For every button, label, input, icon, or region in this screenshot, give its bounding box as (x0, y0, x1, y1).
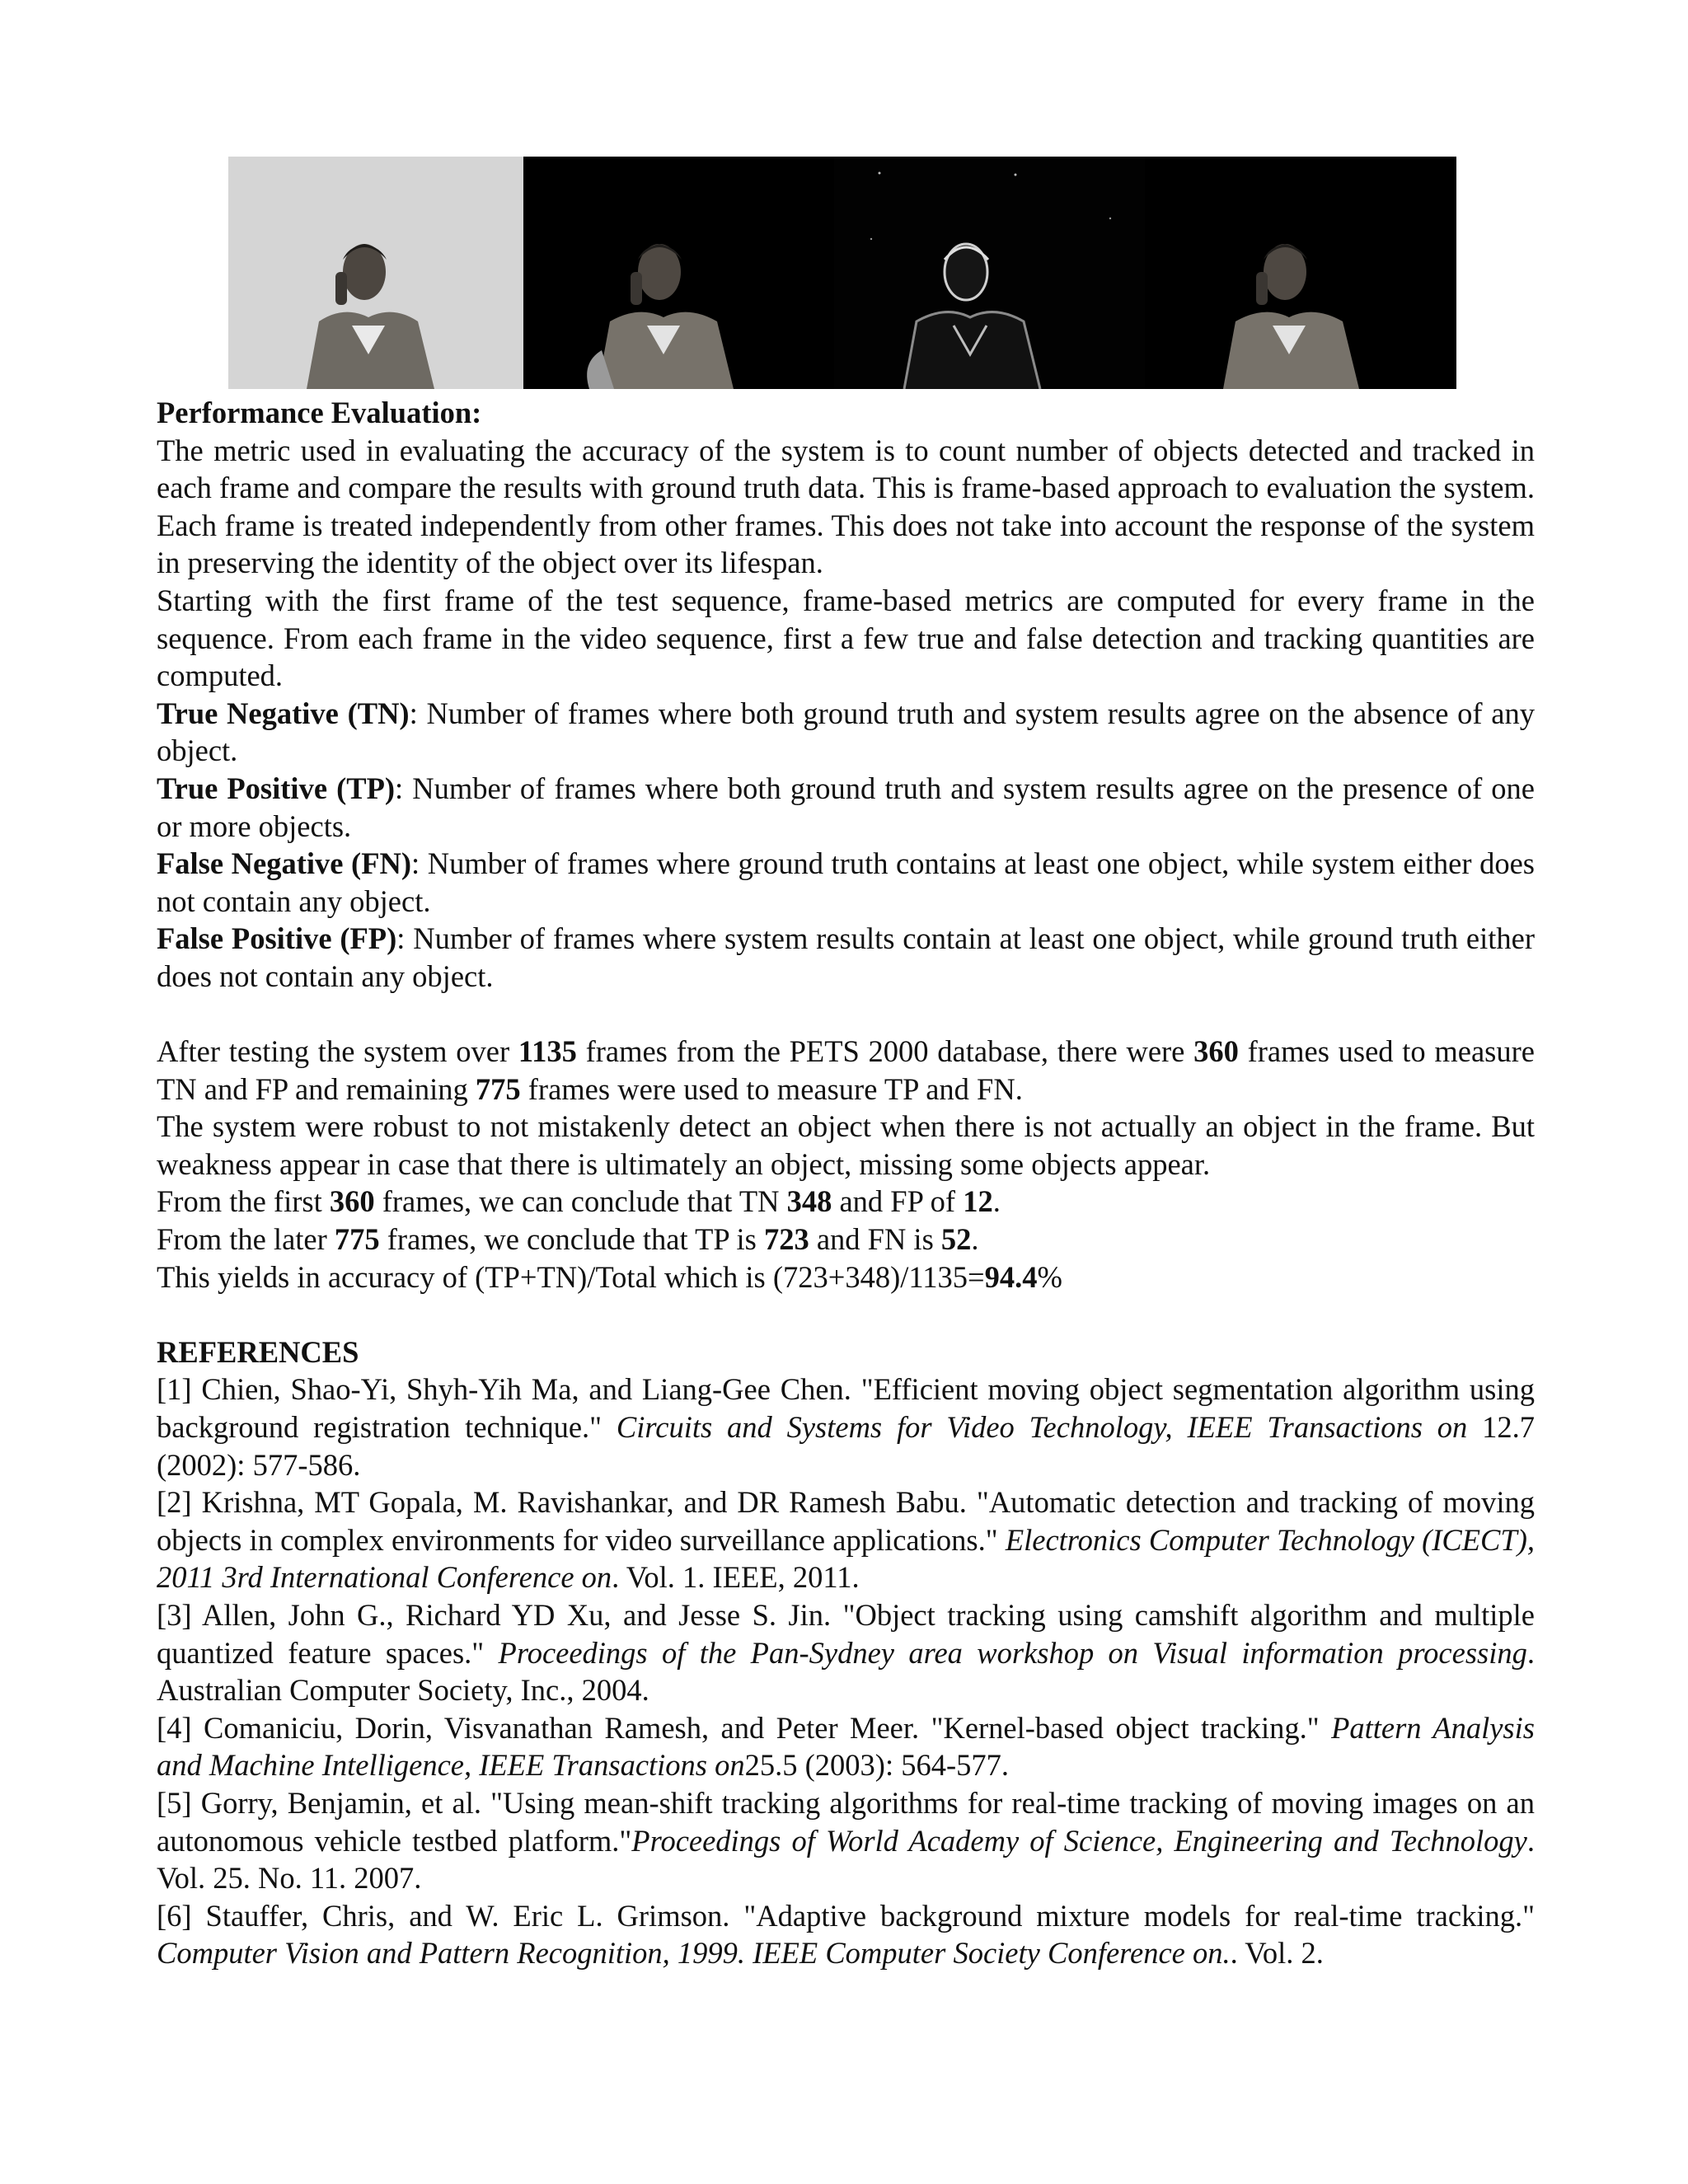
definition-fp (157, 920, 1535, 995)
paragraph-testing: After testing the system over 1135 frames from the PETS 2000 database, there were 360 frames used to measure TN and FP and remaining 775 frames were used to measure TP and FN. (157, 1034, 1535, 1106)
definition-fn (157, 845, 1535, 920)
references-title: REFERENCES (157, 1334, 359, 1369)
definition-tp (157, 770, 1535, 845)
paragraph-robustness: The system were robust to not mistakenly detect an object when there is not actually an object in the frame. But weakness appear in case that there is ultimately an object, missing some objects appear. (157, 1109, 1535, 1181)
definition-fp-text: : Number of frames where system results contain at least one object, while ground truth either does not contain any object. (157, 921, 1535, 993)
result-accuracy: This yields in accuracy of (TP+TN)/Total which is (723+348)/1135=94.4% (157, 1259, 1062, 1294)
accuracy-value: 94.4 (984, 1259, 1038, 1294)
paragraph-metric: The metric used in evaluating the accuracy of the system is to count number of objects detected and tracked in each frame and compare the results with ground truth data. This is frame-based approach to evaluation the system. Each frame is treated independently from other frames. This does not take into account the response of the system in preserving the identity of the object over its lifespan. (157, 433, 1535, 580)
reference-item: [3] Allen, John G., Richard YD Xu, and Jesse S. Jin. "Object tracking using camshift algorithm and multiple quantized feature spaces." Proceedings of the Pan-Sydney area workshop on Visual information processing. Australian Computer Society, Inc., 2004. (157, 1598, 1535, 1708)
later-frames: 775 (475, 1071, 521, 1106)
paragraph-frame-based: Starting with the first frame of the test sequence, frame-based metrics are computed for every frame in the sequence. From each frame in the video sequence, first a few true and false detection and tracking quantities are computed. (157, 583, 1535, 693)
segmented-object-frame-image (1145, 157, 1456, 389)
result-tp-fn: From the later 775 frames, we conclude that TP is 723 and FN is 52. (157, 1222, 979, 1257)
original-frame-image (228, 157, 523, 389)
reference-item: [2] Krishna, MT Gopala, M. Ravishankar, and DR Ramesh Babu. "Automatic detection and tracking of moving objects in complex environments for video surveillance applications." Electronics Computer Technology (ICECT), 2011 3rd International Conference on. Vol. 1. IEEE, 2011. (157, 1485, 1535, 1595)
definition-fn-text: : Number of frames where ground truth contains at least one object, while system either does not contain any object. (157, 846, 1535, 918)
edge-frame-image (834, 157, 1145, 389)
result-tn-fp: From the first 360 frames, we can conclude that TN 348 and FP of 12. (157, 1184, 1001, 1219)
figure-strip (228, 157, 1466, 389)
term-tn: True Negative (TN) (157, 696, 410, 730)
reference-item: [1] Chien, Shao-Yi, Shyh-Yih Ma, and Liang-Gee Chen. "Efficient moving object segmentation algorithm using background registration technique." Circuits and Systems for Video Technology, IEEE Transactions on 12.7 (2002): 577-586. (157, 1372, 1535, 1482)
background-subtracted-frame-image (523, 157, 834, 389)
page-content (157, 394, 1535, 1972)
term-tp: True Positive (TP) (157, 771, 396, 805)
fn-value: 52 (940, 1222, 972, 1257)
first-frames: 360 (1193, 1034, 1239, 1069)
definition-tp-text: : Number of frames where both ground truth and system results agree on the presence of one or more objects. (157, 771, 1535, 843)
reference-item: [4] Comaniciu, Dorin, Visvanathan Ramesh, and Peter Meer. "Kernel-based object tracking." Pattern Analysis and Machine Intelligence, IEEE Transactions on25.5 (2003): 564-577. (157, 1710, 1535, 1783)
definition-tn (157, 695, 1535, 770)
reference-item: [5] Gorry, Benjamin, et al. "Using mean-shift tracking algorithms for real-time tracking of moving images on an autonomous vehicle testbed platform."Proceedings of World Academy of Science, Engineering and Technology. Vol. 25. No. 11. 2007. (157, 1785, 1535, 1896)
fp-value: 12 (963, 1184, 993, 1219)
total-frames: 1135 (518, 1034, 577, 1069)
reference-item: [6] Stauffer, Chris, and W. Eric L. Grimson. "Adaptive background mixture models for real-time tracking." Computer Vision and Pattern Recognition, 1999. IEEE Computer Society Conference on.. Vol. 2. (157, 1898, 1535, 1971)
term-fn: False Negative (FN) (157, 846, 412, 881)
term-fp: False Positive (FP) (157, 921, 397, 956)
definition-tn-text: : Number of frames where both ground truth and system results agree on the absence of any object. (157, 696, 1536, 768)
tn-value: 348 (786, 1184, 832, 1219)
tp-value: 723 (763, 1222, 809, 1257)
section-title: Performance Evaluation: (157, 396, 482, 429)
